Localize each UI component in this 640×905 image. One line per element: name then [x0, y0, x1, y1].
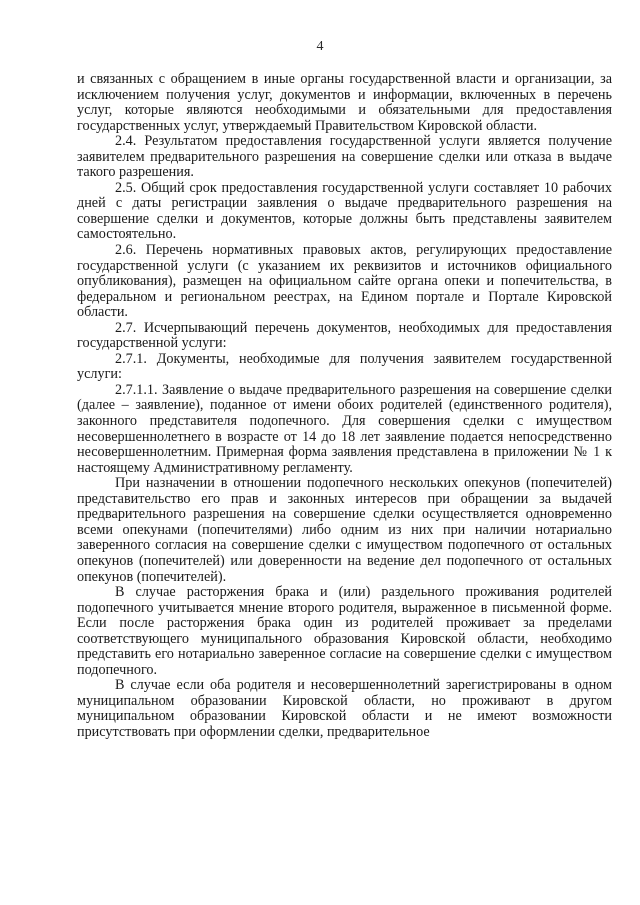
- paragraph-divorce: В случае расторжения брака и (или) раздельного проживания родителей подопечного учитывается мнение второго родителя, выраженное в письменной форме. Если после расторжения брака один из родителей проживает за пределами соответствующего муниципального образования Кировской области, необходимо представить его нотариально заверенное согласие на совершение сделки с имуществом подопечного.: [77, 584, 612, 678]
- paragraph-2-7: 2.7. Исчерпывающий перечень документов, необходимых для предоставления государственной услуги:: [77, 319, 612, 352]
- paragraph-guardians: При назначении в отношении подопечного нескольких опекунов (попечителей) представительство его прав и законных интересов при обращении за выдачей предварительного разрешения на совершение сделки осуществляется одновременно всеми опекунами (попечителями) либо одним из них при наличии нотариально заверенного согласия на совершение сделки с имуществом подопечного от остальных опекунов (попечителей) или доверенности на ведение дел подопечного от остальных опекунов (попечителей).: [77, 475, 612, 585]
- paragraph-both-parents: В случае если оба родителя и несовершеннолетний зарегистрированы в одном муниципальном образовании Кировской области, но проживают в другом муниципальном образовании Кировской области и не имеют возможности присутствовать при оформлении сделки, предварительное: [77, 677, 612, 740]
- paragraph-continuation: и связанных с обращением в иные органы государственной власти и организации, за исключением получения услуг, документов и информации, включенных в перечень услуг, которые являются необходимыми и обязательными для предоставления государственных услуг, утверждаемый Правительством Кировской области.: [77, 71, 612, 134]
- paragraph-2-4: 2.4. Результатом предоставления государственной услуги является получение заявителем предварительного разрешения на совершение сделки или отказа в выдаче такого разрешения.: [77, 133, 612, 181]
- document-body: [77, 72, 612, 741]
- page-number: 4: [316, 39, 324, 54]
- paragraph-2-7-1: 2.7.1. Документы, необходимые для получения заявителем государственной услуги:: [77, 350, 612, 383]
- paragraph-2-6: 2.6. Перечень нормативных правовых актов, регулирующих предоставление государственной услуги (с указанием их реквизитов и источников официального опубликования), размещен на официальном сайте органа опеки и попечительства, в федеральном и региональном реестрах, на Едином портале и Портале Кировской области.: [77, 242, 612, 321]
- paragraph-2-7-1-1: 2.7.1.1. Заявление о выдаче предварительного разрешения на совершение сделки (далее – заявление), поданное от имени обоих родителей (единственного родителя), законного представителя подопечного. Для совершения сделки с имуществом несовершеннолетнего в возрасте от 14 до 18 лет заявление подается непосредственно несовершеннолетним. Примерная форма заявления представлена в приложении № 1 к настоящему Административному регламенту.: [77, 381, 612, 476]
- paragraph-2-5: 2.5. Общий срок предоставления государственной услуги составляет 10 рабочих дней с даты регистрации заявления о выдаче предварительного разрешения на совершение сделки и документов, которые должны быть представлены заявителем самостоятельно.: [77, 179, 612, 243]
